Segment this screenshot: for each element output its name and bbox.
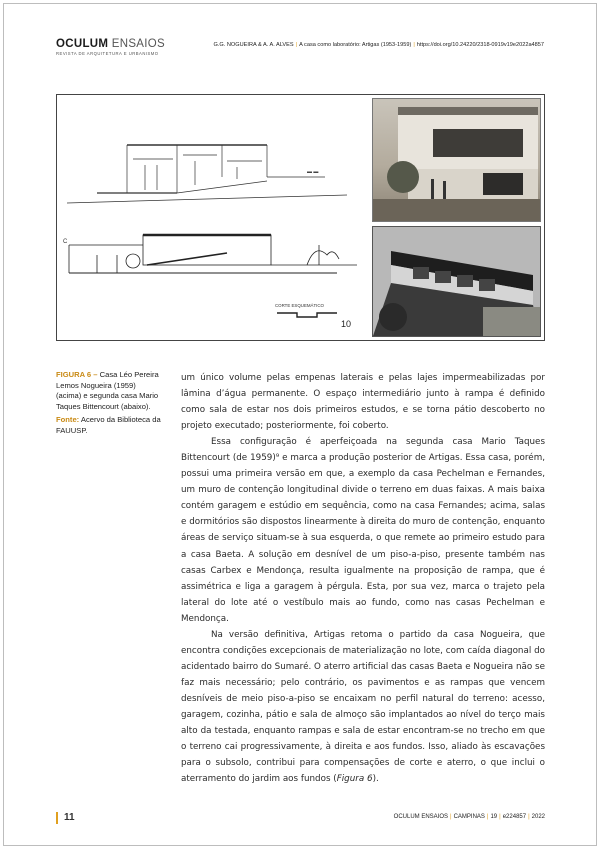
caption-source [56, 415, 162, 436]
footer-year: 2022 [531, 814, 545, 820]
caption-text: Casa Léo Pereira Lemos Nogueira (1959) (acima) e segunda casa Mario Taques Bittencourt (abaixo). [56, 370, 159, 411]
body-paragraph-3 [181, 627, 545, 787]
figure-6 [56, 94, 545, 341]
figure-plate-number: 10 [341, 319, 352, 329]
figure-reference-link[interactable]: Figura 6 [336, 774, 373, 785]
header-authors: G.G. NOGUEIRA & A. A. ALVES [213, 42, 294, 48]
footer-separator: | [450, 814, 452, 820]
drawing-label: CORTE ESQUEMÁTICO [275, 303, 324, 308]
photo-casa-nogueira [372, 98, 541, 222]
svg-text:▬ ▬: ▬ ▬ [307, 169, 319, 175]
source-text: Acervo da Biblioteca da FAUUSP. [56, 415, 161, 435]
photo-casa-bittencourt-art [373, 227, 540, 336]
body-paragraph-2: Essa configuração é aperfeiçoada na segunda casa Mario Taques Bittencourt (de 1959)⁹ e marca a produção posterior de Artigas. Essa casa, porém, possui uma primeira versão em que, a exemplo da casa Pechelman e Fernandes, um muro de contenção longitudinal divide o terreno em duas faixas. A mais baixa contém garagem e estúdio em sequência, como na casa Fernandes; acima, salas e dormitórios são dispostos linearmente à direita do muro de contenção, enquanto áreas de serviço situam-se à sua esquerda, o que remete ao primeiro estudo para a casa Baeta. A solução em desnível de um piso-a-piso, presente também nas casas Carbex e Mendonça, resulta igualmente na proposição de rampa, que é assimétrica e liga a garagem à pérgula. Esta, por sua vez, marca o trajeto pela lateral do lote até o vestíbulo mais ao fundo, como nas casas Pechelman e Mendonça. [181, 437, 545, 624]
logo-subtitle: REVISTA DE ARQUITETURA E URBANISMO [56, 51, 159, 56]
header-article-title: A casa como laboratório: Artigas (1953-1959) [299, 42, 412, 48]
logo-main-word: OCULUM [56, 38, 109, 50]
photo-casa-bittencourt [372, 226, 541, 337]
logo-light-word: ENSAIOS [111, 38, 165, 50]
logo-title [56, 38, 165, 50]
footer-separator: | [486, 814, 489, 820]
header-doi-link[interactable]: https://doi.org/10.24220/2318-0919v19e2022a4857 [416, 42, 544, 48]
header-separator: | [413, 42, 415, 48]
footer-city: CAMPINAS [453, 814, 485, 820]
header-citation [214, 42, 544, 48]
section-mark: C [63, 239, 68, 245]
paragraph-3-end: ). [372, 774, 379, 785]
page-number: 11 [56, 812, 75, 824]
figure-caption [56, 370, 162, 437]
architectural-section-drawing [57, 95, 369, 340]
footer-separator: | [499, 814, 501, 820]
source-label: Fonte: [56, 415, 80, 425]
page-footer [56, 812, 545, 826]
header-separator: | [295, 42, 298, 48]
footer-volume: 19 [490, 814, 498, 820]
photo-casa-nogueira-art [373, 99, 540, 221]
footer-separator: | [528, 814, 530, 820]
journal-logo [56, 38, 165, 56]
paragraph-3-text: Na versão definitiva, Artigas retoma o partido da casa Nogueira, que encontra condições excepcionais de materialização no lote, com caída diagonal do acidentado bairro do Sumaré. O aterro artificial das casas Baeta e Nogueira não se faz mais necessário; pelo contrário, os pavimentos e as rampas que vencem desníveis de meio piso-a-piso se encaixam no perfil natural do terreno: acesso, garagem, cozinha, pátio e sala de almoço são implantados ao nível do terço mais alto da testada, enquanto rampas e sala de estar encontram-se no trecho em que o terreno cai progressivamente, à direita e aos fundos. Isso, aliado às escavações para o subsolo, contribui para compensações de corte e aterro, o que inclui o aterramento do jardim aos fundos ( [181, 629, 545, 785]
caption-label: FIGURA 6 – [56, 370, 98, 379]
body-paragraph-1: um único volume pelas empenas laterais e pelas lajes impermeabilizadas por lâmina d’água permanente. O espaço intermediário junto à rampa é definido como sala de estar nos dois primeiros estudos, e se torna pátio descoberto no projeto executado; posteriormente, foi coberto. [181, 373, 545, 432]
page-header [56, 38, 544, 62]
footer-journal: OCULUM ENSAIOS [393, 814, 448, 820]
footer-citation [394, 814, 545, 820]
article-body [181, 370, 545, 787]
footer-article-id: e224857 [502, 814, 527, 820]
